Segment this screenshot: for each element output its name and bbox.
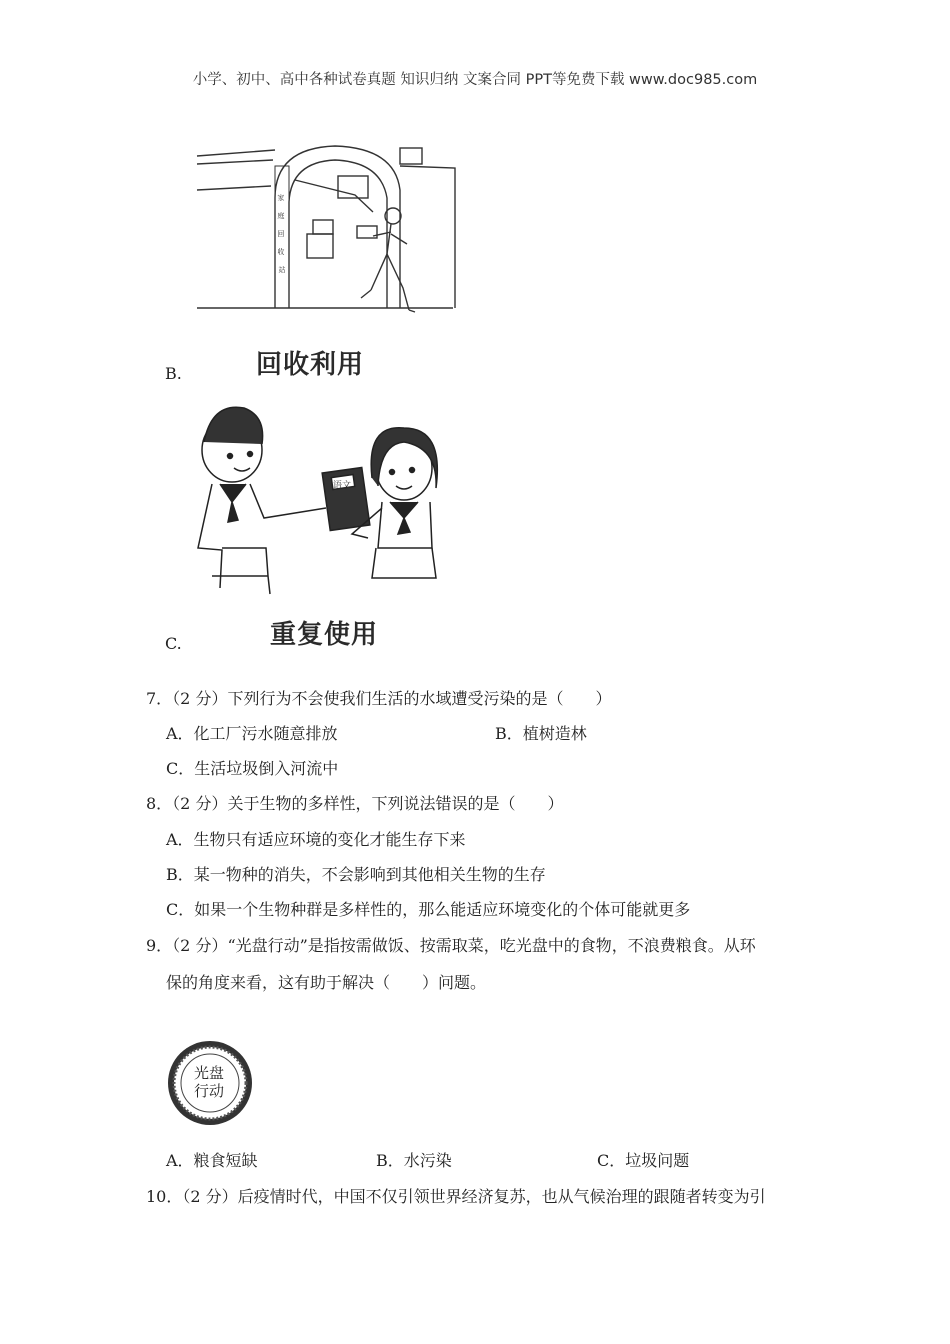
sign-text: 家 庭 回 收 站 [277, 194, 286, 274]
page-header: 小学、初中、高中各种试卷真题 知识归纳 文案合同 PPT等免费下载 www.doc985.com [192, 72, 758, 88]
logo-text-line2: 行动 [194, 1082, 225, 1100]
q7-option-a: A．化工厂污水随意排放 [166, 724, 338, 743]
q8-option-c: C．如果一个生物种群是多样性的，那么能适应环境变化的个体可能就更多 [166, 900, 691, 919]
q7-option-c: C．生活垃圾倒入河流中 [166, 759, 339, 778]
q7-option-b: B．植树造林 [495, 724, 587, 743]
q9-stem-line1: 9．（2 分）“光盘行动”是指按需做饭、按需取菜，吃光盘中的食物，不浪费粮食。从环 [146, 936, 756, 955]
q7-stem: 7．（2 分）下列行为不会使我们生活的水域遭受污染的是（ ） [146, 689, 612, 708]
option-b-letter: B. [165, 364, 182, 383]
q9-option-a: A．粮食短缺 [166, 1151, 258, 1170]
q9-option-c: C．垃圾问题 [597, 1151, 690, 1170]
book-title: 语文 [333, 481, 352, 491]
q9-stem-line2: 保的角度来看，这有助于解决（ ）问题。 [166, 973, 487, 992]
q8-option-b: B．某一物种的消失，不会影响到其他相关生物的生存 [166, 865, 546, 884]
recycle-station-illustration [195, 140, 465, 320]
q8-option-a: A．生物只有适应环境的变化才能生存下来 [166, 830, 466, 849]
book-sharing-illustration [192, 398, 452, 598]
q10-stem-line1: 10．（2 分）后疫情时代，中国不仅引领世界经济复苏，也从气候治理的跟随者转变为引 [146, 1187, 766, 1206]
q8-stem: 8．（2 分）关于生物的多样性，下列说法错误的是（ ） [146, 794, 564, 813]
option-c-letter: C. [165, 634, 182, 653]
q9-option-b: B．水污染 [376, 1151, 452, 1170]
image-b-caption: 回收利用 [256, 350, 365, 380]
image-c-caption: 重复使用 [270, 620, 379, 650]
logo-text-line1: 光盘 [194, 1064, 225, 1082]
